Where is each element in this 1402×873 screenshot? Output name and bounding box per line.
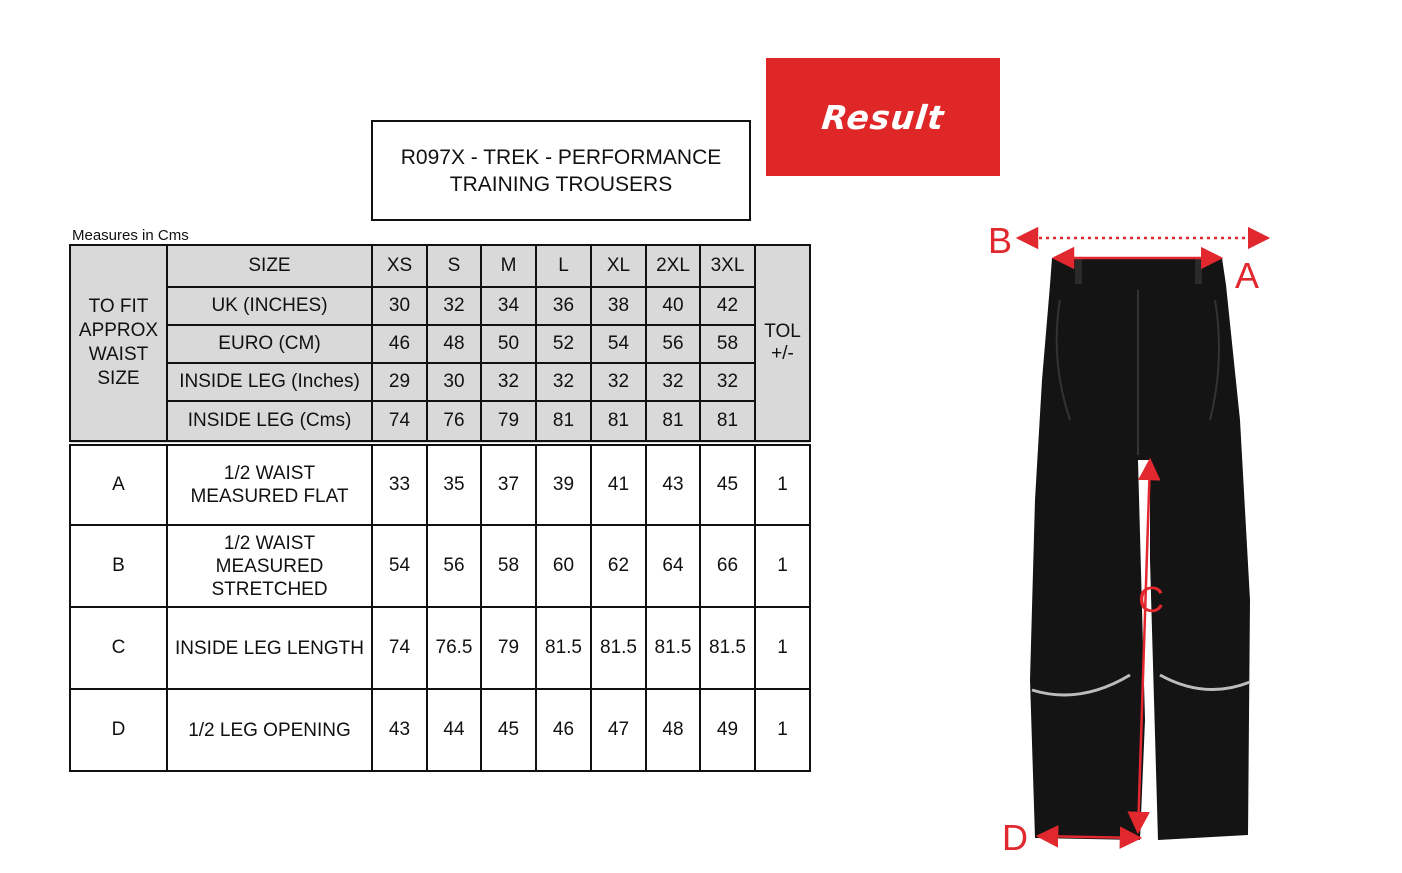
header-cell: 48 xyxy=(427,325,481,363)
measurement-row xyxy=(70,689,810,771)
fit-label-line: APPROX xyxy=(78,320,159,341)
measure-value: 45 xyxy=(481,689,536,771)
tolerance-value: 1 xyxy=(755,689,810,771)
header-cell: 76 xyxy=(427,401,481,443)
measure-value: 81.5 xyxy=(536,607,591,689)
measure-label-line: MEASURED FLAT xyxy=(190,486,349,507)
header-row xyxy=(70,325,810,363)
measure-value: 49 xyxy=(700,689,755,771)
header-row xyxy=(70,245,810,287)
measure-label-cell xyxy=(167,689,372,771)
header-cell: 2XL xyxy=(646,245,700,287)
measure-value: 81.5 xyxy=(700,607,755,689)
header-cell: S xyxy=(427,245,481,287)
fit-label-line: SIZE xyxy=(97,368,140,389)
header-cell: XS xyxy=(372,245,427,287)
tolerance-value: 1 xyxy=(755,525,810,607)
measure-label-line: 1/2 LEG OPENING xyxy=(188,719,351,741)
measure-value: 62 xyxy=(591,525,646,607)
measure-code: C xyxy=(70,607,167,689)
header-cell: 81 xyxy=(536,401,591,443)
header-row-label: INSIDE LEG (Cms) xyxy=(167,401,372,443)
fit-waist-label-cell xyxy=(70,245,167,443)
measure-value: 54 xyxy=(372,525,427,607)
measure-value: 81.5 xyxy=(591,607,646,689)
measure-code: A xyxy=(70,443,167,525)
header-cell: 29 xyxy=(372,363,427,401)
measure-value: 66 xyxy=(700,525,755,607)
measure-label-line: 1/2 WAIST xyxy=(223,463,316,484)
product-title-box xyxy=(371,120,751,221)
header-cell: 32 xyxy=(427,287,481,325)
measure-label-cell xyxy=(167,525,372,607)
header-cell: 42 xyxy=(700,287,755,325)
tolerance-header-cell xyxy=(755,245,810,443)
measurement-row xyxy=(70,607,810,689)
header-cell: 50 xyxy=(481,325,536,363)
product-title-line-1: R097X - TREK - PERFORMANCE xyxy=(400,145,722,169)
header-row xyxy=(70,287,810,325)
header-row xyxy=(70,363,810,401)
measure-value: 47 xyxy=(591,689,646,771)
header-cell: 30 xyxy=(427,363,481,401)
measure-value: 48 xyxy=(646,689,700,771)
header-cell: 40 xyxy=(646,287,700,325)
measure-value: 39 xyxy=(536,443,591,525)
header-row-label: INSIDE LEG (Inches) xyxy=(167,363,372,401)
header-cell: 30 xyxy=(372,287,427,325)
tol-label-line: TOL xyxy=(764,321,801,342)
fit-label-line: WAIST xyxy=(88,344,149,365)
measure-value: 76.5 xyxy=(427,607,481,689)
measure-value: 43 xyxy=(372,689,427,771)
measurement-row xyxy=(70,443,810,525)
measure-label-cell xyxy=(167,443,372,525)
product-title-line-2: TRAINING TROUSERS xyxy=(449,172,673,196)
measure-label-line: STRETCHED xyxy=(211,578,328,600)
measurement-row xyxy=(70,525,810,607)
header-cell: 34 xyxy=(481,287,536,325)
header-cell: 32 xyxy=(481,363,536,401)
result-logo xyxy=(766,58,1000,176)
logo-text: Result xyxy=(819,97,947,137)
measure-value: 79 xyxy=(481,607,536,689)
tolerance-value: 1 xyxy=(755,443,810,525)
measure-value: 37 xyxy=(481,443,536,525)
label-d: D xyxy=(1002,817,1028,858)
header-cell: 58 xyxy=(700,325,755,363)
measure-value: 58 xyxy=(481,525,536,607)
header-cell: 36 xyxy=(536,287,591,325)
header-cell: 3XL xyxy=(700,245,755,287)
header-cell: 38 xyxy=(591,287,646,325)
measure-value: 64 xyxy=(646,525,700,607)
header-row-label: SIZE xyxy=(167,245,372,287)
trousers-measurement-diagram xyxy=(975,215,1275,865)
header-cell: 54 xyxy=(591,325,646,363)
header-cell: XL xyxy=(591,245,646,287)
header-cell: 52 xyxy=(536,325,591,363)
measure-value: 56 xyxy=(427,525,481,607)
tolerance-value: 1 xyxy=(755,607,810,689)
label-a: A xyxy=(1235,255,1260,296)
measure-value: 44 xyxy=(427,689,481,771)
header-cell: L xyxy=(536,245,591,287)
measure-value: 45 xyxy=(700,443,755,525)
measure-label-line: INSIDE LEG LENGTH xyxy=(175,637,364,659)
header-cell: 32 xyxy=(591,363,646,401)
measures-note: Measures in Cms xyxy=(72,227,189,244)
measure-label-cell xyxy=(167,607,372,689)
size-chart-table xyxy=(69,244,811,772)
header-cell: 56 xyxy=(646,325,700,363)
fit-label-line: TO FIT xyxy=(88,296,149,317)
measure-label-line: MEASURED xyxy=(215,555,324,577)
measure-value: 46 xyxy=(536,689,591,771)
header-cell: 32 xyxy=(646,363,700,401)
header-row xyxy=(70,401,810,443)
header-cell: 32 xyxy=(700,363,755,401)
header-cell: 79 xyxy=(481,401,536,443)
label-c: C xyxy=(1138,579,1164,620)
measure-value: 74 xyxy=(372,607,427,689)
label-b: B xyxy=(988,220,1013,261)
measure-value: 81.5 xyxy=(646,607,700,689)
header-cell: M xyxy=(481,245,536,287)
header-row-label: EURO (CM) xyxy=(167,325,372,363)
tol-label-line: +/- xyxy=(771,343,794,364)
header-cell: 46 xyxy=(372,325,427,363)
header-cell: 74 xyxy=(372,401,427,443)
measure-code: D xyxy=(70,689,167,771)
measure-value: 41 xyxy=(591,443,646,525)
measure-value: 35 xyxy=(427,443,481,525)
header-cell: 81 xyxy=(646,401,700,443)
measure-value: 33 xyxy=(372,443,427,525)
measure-label-line: 1/2 WAIST xyxy=(223,532,316,554)
header-cell: 32 xyxy=(536,363,591,401)
header-cell: 81 xyxy=(700,401,755,443)
header-row-label: UK (INCHES) xyxy=(167,287,372,325)
measure-code: B xyxy=(70,525,167,607)
measure-value: 43 xyxy=(646,443,700,525)
measure-value: 60 xyxy=(536,525,591,607)
header-cell: 81 xyxy=(591,401,646,443)
